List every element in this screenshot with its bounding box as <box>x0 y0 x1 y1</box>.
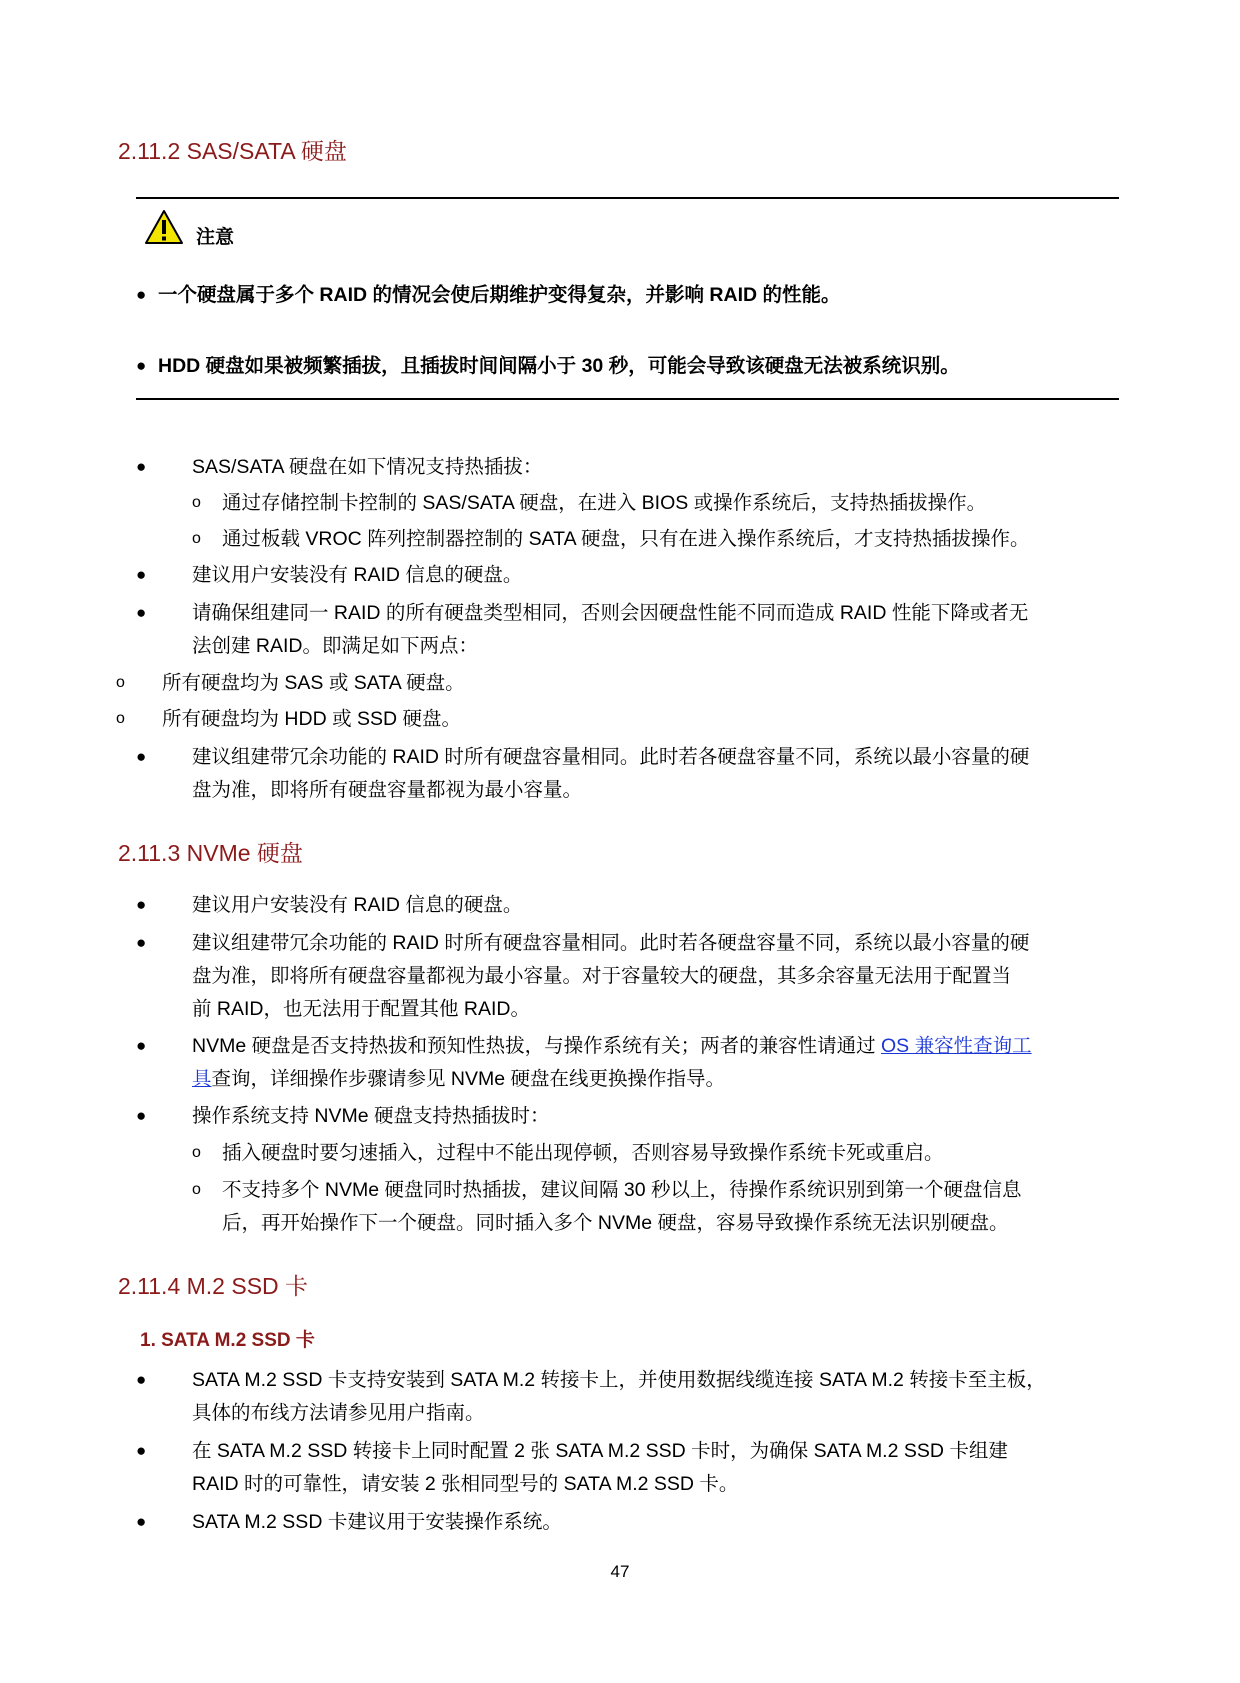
subsection-heading-sata-m2: 1. SATA M.2 SSD 卡 <box>140 1330 315 1351</box>
sub-bullet-glyph: o <box>116 674 125 691</box>
sub-bullet-glyph: o <box>192 1144 201 1161</box>
section-heading-2-11-2: 2.11.2 SAS/SATA 硬盘 <box>118 138 347 164</box>
bullet-glyph: ● <box>136 356 147 375</box>
list-item: 建议用户安装没有 RAID 信息的硬盘。 <box>192 894 523 916</box>
list-item-continuation: RAID 时的可靠性，请安装 2 张相同型号的 SATA M.2 SSD 卡。 <box>192 1473 739 1495</box>
notice-label: 注意 <box>196 227 235 248</box>
list-item-text: 查询，详细操作步骤请参见 NVMe 硬盘在线更换操作指导。 <box>211 1068 726 1090</box>
sub-bullet-glyph: o <box>192 530 201 547</box>
list-item-continuation: 具体的布线方法请参见用户指南。 <box>192 1402 485 1424</box>
sub-bullet-glyph: o <box>192 1181 201 1198</box>
bullet-glyph: ● <box>136 457 147 476</box>
bullet-glyph: ● <box>136 285 147 304</box>
list-item-text: NVMe 硬盘是否支持热拔和预知性热拔，与操作系统有关；两者的兼容性请通过 <box>192 1035 882 1057</box>
sub-list-item: 不支持多个 NVMe 硬盘同时热插拔，建议间隔 30 秒以上，待操作系统识别到第一个硬盘信息 <box>222 1179 1022 1201</box>
bullet-glyph: ● <box>136 1441 147 1460</box>
page-number: 47 <box>610 1562 630 1581</box>
sub-list-item: 通过板载 VROC 阵列控制器控制的 SATA 硬盘，只有在进入操作系统后，才支持热插拔操作。 <box>222 528 1030 550</box>
bullet-glyph: ● <box>136 1036 147 1055</box>
list-item: 请确保组建同一 RAID 的所有硬盘类型相同，否则会因硬盘性能不同而造成 RAID 性能下降或者无 <box>192 602 1029 624</box>
list-item: 操作系统支持 NVMe 硬盘支持热插拔时： <box>192 1105 550 1127</box>
sub-list-item: 插入硬盘时要匀速插入，过程中不能出现停顿，否则容易导致操作系统卡死或重启。 <box>222 1142 944 1164</box>
section-heading-2-11-3: 2.11.3 NVMe 硬盘 <box>118 840 303 866</box>
warning-icon <box>144 209 184 250</box>
bullet-glyph: ● <box>136 747 147 766</box>
list-item-continuation: 盘为准，即将所有硬盘容量都视为最小容量。对于容量较大的硬盘，其多余容量无法用于配置当 <box>192 965 1012 987</box>
bullet-glyph: ● <box>136 1106 147 1125</box>
list-item: SATA M.2 SSD 卡建议用于安装操作系统。 <box>192 1511 562 1533</box>
sub-list-item-continuation: 后，再开始操作下一个硬盘。同时插入多个 NVMe 硬盘，容易导致操作系统无法识别硬盘。 <box>222 1212 1009 1234</box>
list-item: SATA M.2 SSD 卡支持安装到 SATA M.2 转接卡上，并使用数据线缆连接 SATA M.2 转接卡至主板， <box>192 1369 1046 1391</box>
bullet-glyph: ● <box>136 1370 147 1389</box>
list-item-continuation: 法创建 RAID。即满足如下两点： <box>192 635 479 657</box>
os-compat-link-continuation[interactable]: 具 <box>192 1068 212 1090</box>
bullet-glyph: ● <box>136 565 147 584</box>
sub-list-item: 通过存储控制卡控制的 SAS/SATA 硬盘，在进入 BIOS 或操作系统后，支持热插拔操作。 <box>222 492 987 514</box>
list-item: 在 SATA M.2 SSD 转接卡上同时配置 2 张 SATA M.2 SSD 卡时，为确保 SATA M.2 SSD 卡组建 <box>192 1440 1008 1462</box>
os-compat-link[interactable]: OS 兼容性查询工 <box>881 1035 1032 1057</box>
notice-item: 一个硬盘属于多个 RAID 的情况会使后期维护变得复杂，并影响 RAID 的性能。 <box>158 284 841 306</box>
sub-bullet-glyph: o <box>116 710 125 727</box>
bullet-glyph: ● <box>136 895 147 914</box>
sub-list-item: 所有硬盘均为 HDD 或 SSD 硬盘。 <box>162 708 462 730</box>
notice-top-rule <box>136 197 1119 199</box>
list-item: 建议组建带冗余功能的 RAID 时所有硬盘容量相同。此时若各硬盘容量不同，系统以最小容量的硬 <box>192 746 1030 768</box>
sub-list-item: 所有硬盘均为 SAS 或 SATA 硬盘。 <box>162 672 465 694</box>
section-heading-2-11-4: 2.11.4 M.2 SSD 卡 <box>118 1273 309 1299</box>
notice-item: HDD 硬盘如果被频繁插拔，且插拔时间间隔小于 30 秒，可能会导致该硬盘无法被系统识别。 <box>158 355 960 377</box>
notice-bottom-rule <box>136 398 1119 400</box>
bullet-glyph: ● <box>136 1512 147 1531</box>
sub-bullet-glyph: o <box>192 494 201 511</box>
list-item-continuation <box>192 1067 725 1091</box>
list-item: SAS/SATA 硬盘在如下情况支持热插拔： <box>192 456 543 478</box>
bullet-glyph: ● <box>136 933 147 952</box>
list-item: 建议用户安装没有 RAID 信息的硬盘。 <box>192 564 523 586</box>
list-item <box>192 1034 1032 1058</box>
list-item-continuation: 前 RAID，也无法用于配置其他 RAID。 <box>192 998 531 1020</box>
bullet-glyph: ● <box>136 603 147 622</box>
list-item-continuation: 盘为准，即将所有硬盘容量都视为最小容量。 <box>192 779 583 801</box>
list-item: 建议组建带冗余功能的 RAID 时所有硬盘容量相同。此时若各硬盘容量不同，系统以最小容量的硬 <box>192 932 1030 954</box>
